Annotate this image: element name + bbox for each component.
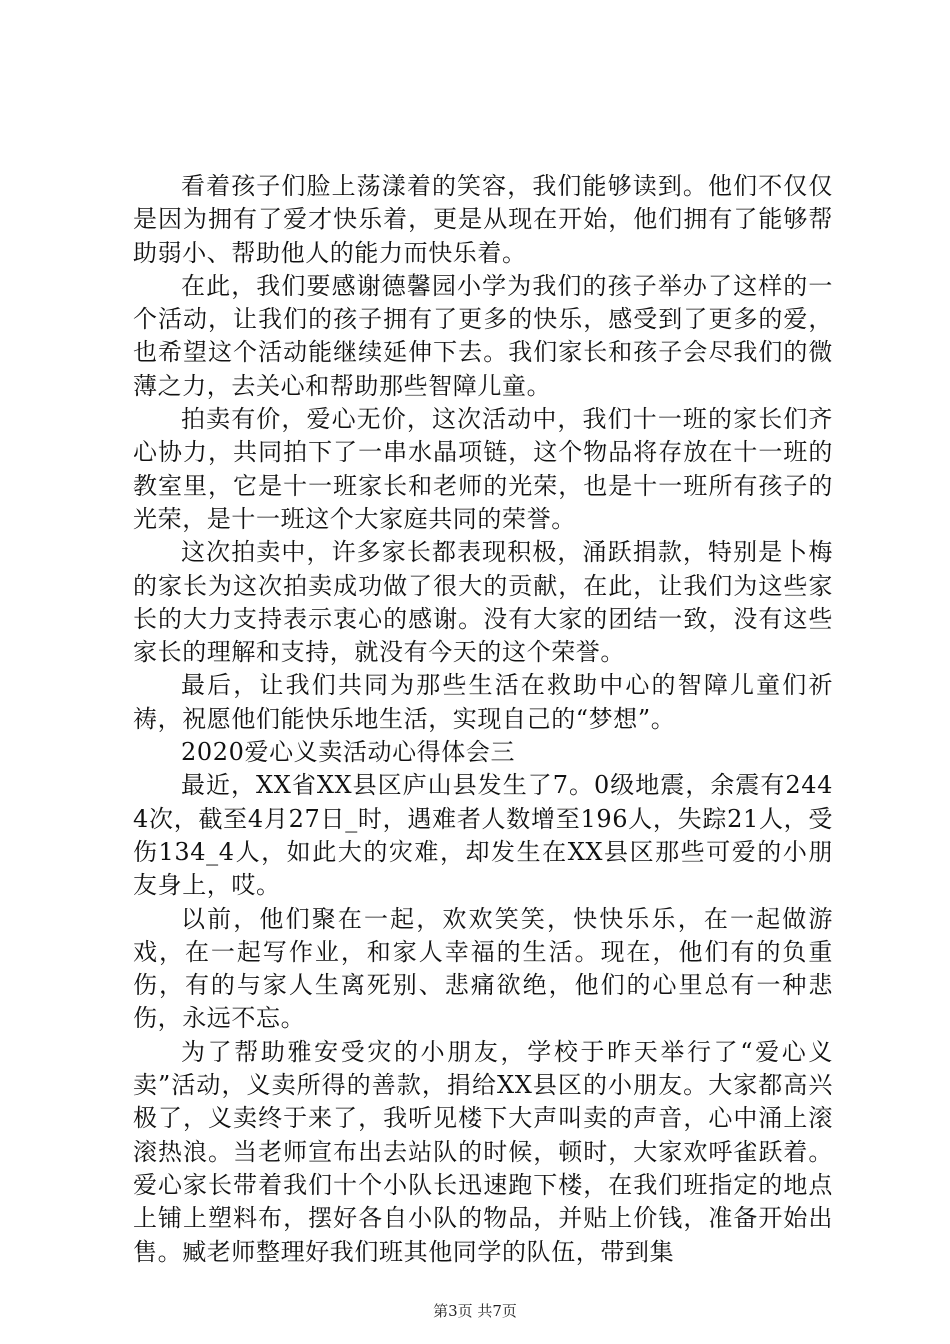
paragraph-3: 拍卖有价，爱心无价，这次活动中，我们十一班的家长们齐心协力，共同拍下了一串水晶项链，这个物品将存放在十一班的教室里，它是十一班家长和老师的光荣，也是十一班所有孩子的光荣，是十一班这个大家庭共同的荣誉。 (133, 405, 833, 533)
page-number-footer: 第3页 共7页 (433, 1302, 517, 1320)
paragraph-1: 看着孩子们脸上荡漾着的笑容，我们能够读到。他们不仅仅是因为拥有了爱才快乐着，更是从现在开始，他们拥有了能够帮助弱小、帮助他人的能力而快乐着。 (133, 172, 833, 267)
paragraph-2: 在此，我们要感谢德馨园小学为我们的孩子举办了这样的一个活动，让我们的孩子拥有了更多的快乐，感受到了更多的爱，也希望这个活动能继续延伸下去。我们家长和孩子会尽我们的微薄之力，去关心和帮助那些智障儿童。 (133, 271, 833, 400)
paragraph-4: 这次拍卖中，许多家长都表现积极，涌跃捐款，特别是卜梅的家长为这次拍卖成功做了很大的贡献，在此，让我们为这些家长的大力支持表示衷心的感谢。没有大家的团结一致，没有这些家长的理解和支持，就没有今天的这个荣誉。 (133, 538, 833, 667)
section-heading: 2020爱心义卖活动心得体会三 (181, 738, 516, 767)
paragraph-7: 以前，他们聚在一起，欢欢笑笑，快快乐乐，在一起做游戏，在一起写作业，和家人幸福的生活。现在，他们有的负重伤，有的与家人生离死别、悲痛欲绝，他们的心里总有一种悲伤，永远不忘。 (133, 904, 833, 1033)
paragraph-8: 为了帮助雅安受灾的小朋友，学校于昨天举行了“爱心义卖”活动，义卖所得的善款，捐给XX县区的小朋友。大家都高兴极了，义卖终于来了，我听见楼下大声叫卖的声音，心中涌上滚滚热浪。当老师宣布出去站队的时候，顿时，大家欢呼雀跃着。爱心家长带着我们十个小队长迅速跑下楼，在我们班指定的地点上铺上塑料布，摆好各自小队的物品，并贴上价钱，准备开始出售。臧老师整理好我们班其他同学的队伍，带到集 (133, 1037, 833, 1266)
document-body (133, 170, 833, 1269)
paragraph-6: 最近，XX省XX县区庐山县发生了7。0级地震，余震有2444次，截至4月27日_时，遇难者人数增至196人，失踪21人，受伤134_4人，如此大的灾难，却发生在XX县区那些可爱的小朋友身上，哎。 (133, 771, 833, 900)
paragraph-5: 最后，让我们共同为那些生活在救助中心的智障儿童们祈祷，祝愿他们能快乐地生活，实现自己的“梦想”。 (133, 671, 833, 733)
